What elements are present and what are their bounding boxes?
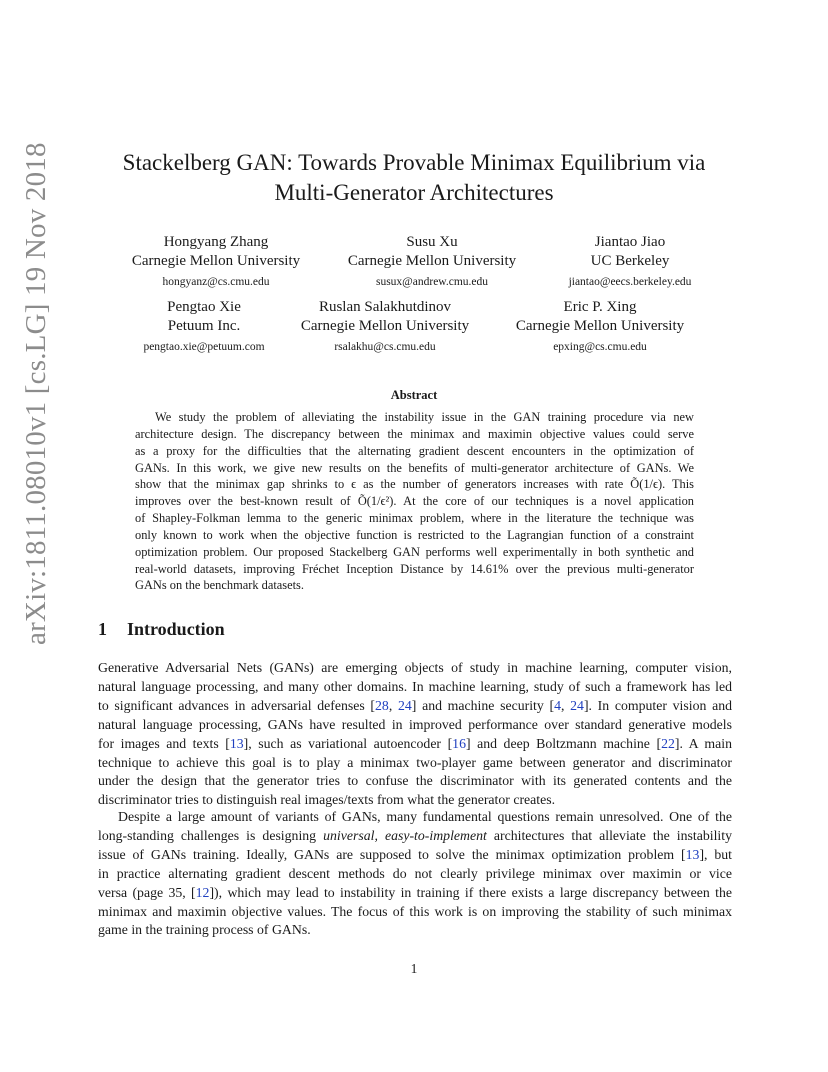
author-email[interactable]: epxing@cs.cmu.edu — [553, 341, 647, 353]
citation-link[interactable]: 24 — [570, 697, 584, 713]
text-line: discriminator tries to distinguish real images/texts from what the generator creates. — [98, 792, 556, 808]
text-line: under the design that the generator tries to confuse the discriminator with its generated contents and the — [98, 773, 732, 789]
text-run: to significant advances in adversarial defenses [ — [98, 697, 376, 713]
citation-link[interactable]: 13 — [685, 846, 700, 862]
abstract-line: real-world datasets, improving Fréchet Inception Distance by 14.61% over the previous multi-generator — [135, 561, 694, 576]
text-run: architectures that alleviate the instability — [486, 827, 732, 843]
author-name: Eric P. Xing — [563, 299, 637, 315]
abstract-line: of Shapley-Folkman lemma to the generic minimax problem, where in the literature the technique was — [135, 511, 694, 526]
author-block — [322, 233, 542, 290]
text-line: in practice alternating gradient descent methods do not clearly privilege minimax over maximin or vice — [98, 865, 732, 881]
text-run: ], such as variational autoencoder [ — [243, 735, 453, 751]
abstract-line: We study the problem of alleviating the instability issue in the GAN training procedure via new — [155, 410, 694, 424]
abstract-heading: Abstract — [390, 388, 438, 402]
abstract-line: optimization problem. Our proposed Stackelberg GAN performs well experimentally in both synthetic and — [135, 544, 694, 559]
text-run: ]. A main — [674, 735, 732, 751]
abstract-body — [135, 409, 694, 594]
text-line — [98, 827, 732, 846]
emphasis-text: universal, easy-to-implement — [323, 827, 487, 843]
abstract-line: show that the minimax gap shrinks to ϵ as the number of generators increases with rate Õ(1/ϵ). This — [135, 477, 694, 492]
author-name: Ruslan Salakhutdinov — [318, 299, 452, 315]
abstract-line: improves over the best-known result of Õ(1/ϵ²). At the core of our techniques is a novel application — [135, 494, 694, 509]
citation-link[interactable]: 16 — [452, 735, 466, 751]
citation-link[interactable]: 22 — [661, 735, 675, 751]
citation-link[interactable]: 28 — [375, 697, 389, 713]
intro-paragraph-2 — [98, 808, 732, 940]
citation-link[interactable]: 24 — [397, 697, 412, 713]
author-affiliation: Carnegie Mellon University — [131, 253, 301, 269]
author-email[interactable]: jiantao@eecs.berkeley.edu — [568, 276, 692, 288]
title-line-2: Multi-Generator Architectures — [274, 180, 554, 205]
page-number: 1 — [410, 961, 418, 976]
abstract-line: GANs. In this work, we give new results on the benefits of multi-generator architecture of GANs. We — [135, 460, 694, 475]
arxiv-identifier: arXiv:1811.08010v1 [cs.LG] 19 Nov 2018 — [20, 142, 52, 645]
citation-link[interactable]: 13 — [229, 735, 244, 751]
author-affiliation: UC Berkeley — [590, 253, 670, 269]
text-line: technique to achieve this goal is to play a minimax two-player game between generator and discriminator — [98, 754, 732, 770]
author-email[interactable]: pengtao.xie@petuum.com — [143, 341, 265, 353]
author-affiliation: Carnegie Mellon University — [347, 253, 517, 269]
author-block — [275, 298, 495, 355]
abstract-line: as a proxy for the difficulties that the alternating gradient descent encounters in the optimization of — [135, 443, 694, 458]
text-line — [98, 884, 732, 903]
text-line — [98, 846, 732, 865]
author-block — [490, 298, 710, 355]
text-line — [98, 735, 732, 754]
text-run: versa (page 35, [ — [98, 884, 196, 900]
text-line: minimax and maximin objective values. The focus of this work is on improving the stability of such minimax — [98, 903, 732, 919]
text-run: ] and machine security [ — [411, 697, 555, 713]
text-run: issue of GANs training. Ideally, GANs are supposed to solve the minimax optimization problem [ — [98, 846, 686, 862]
text-line: to significant advances in adversarial defenses [28, 24] and machine security [4, 24]. In computer vision and — [98, 697, 732, 713]
author-email[interactable]: rsalakhu@cs.cmu.edu — [334, 341, 436, 353]
text-run: long-standing challenges is designing — [98, 827, 324, 843]
author-affiliation: Petuum Inc. — [167, 318, 241, 334]
abstract-line: GANs on the benchmark datasets. — [135, 578, 304, 593]
author-block — [520, 233, 740, 290]
author-affiliation: Carnegie Mellon University — [515, 318, 685, 334]
text-line: Generative Adversarial Nets (GANs) are emerging objects of study in machine learning, computer vision, — [98, 660, 732, 675]
author-block — [106, 233, 326, 290]
citation-link[interactable]: 4 — [554, 697, 561, 713]
author-name: Susu Xu — [406, 234, 458, 250]
section-number: 1 — [98, 619, 107, 639]
author-affiliation: Carnegie Mellon University — [300, 318, 470, 334]
text-line: natural language processing, GANs have resulted in improved performance over standard generative models — [98, 716, 732, 732]
text-run: ], but — [699, 846, 733, 862]
text-run: ] and deep Boltzmann machine [ — [465, 735, 662, 751]
intro-paragraph-1 — [98, 659, 732, 810]
author-name: Pengtao Xie — [167, 299, 241, 315]
text-line: Despite a large amount of variants of GANs, many fundamental questions remain unresolved. One of the — [118, 809, 732, 824]
text-line: natural language processing, and many other domains. In machine learning, study of such a framework has led — [98, 678, 732, 694]
author-name: Hongyang Zhang — [163, 234, 269, 250]
text-run: ]), which may lead to instability in training if there exists a large discrepancy between the — [209, 884, 732, 900]
section-title: Introduction — [127, 619, 225, 639]
author-email[interactable]: hongyanz@cs.cmu.edu — [162, 276, 270, 288]
text-run: for images and texts [ — [98, 735, 230, 751]
title-line-1: Stackelberg GAN: Towards Provable Minimax Equilibrium via — [122, 150, 706, 175]
author-name: Jiantao Jiao — [594, 234, 666, 250]
author-email[interactable]: susux@andrew.cmu.edu — [375, 276, 489, 288]
text-run: ]. In computer vision and — [583, 697, 732, 713]
abstract-line: only known to work when the objective function is restricted to the Lagrangian function of a constraint — [135, 527, 694, 542]
abstract-line: architecture design. The discrepancy between the minimax and maximin objective values could serve — [135, 426, 694, 441]
citation-link[interactable]: 12 — [195, 884, 210, 900]
text-line: game in the training process of GANs. — [98, 922, 311, 938]
section-heading — [98, 619, 225, 640]
paper-title — [0, 148, 828, 208]
